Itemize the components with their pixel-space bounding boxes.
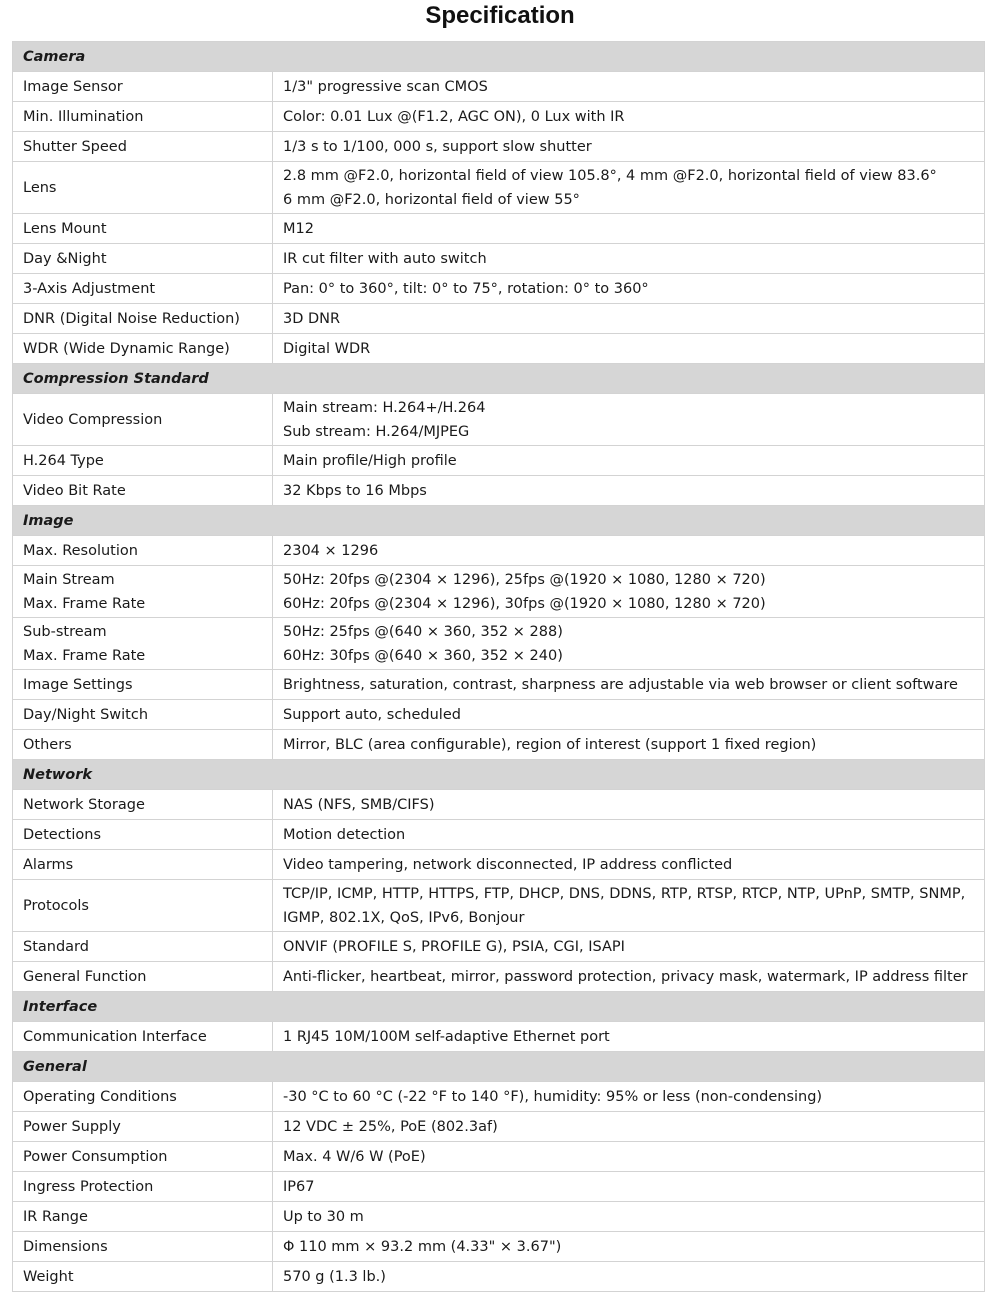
spec-value xyxy=(273,1112,985,1142)
spec-row xyxy=(13,1202,985,1232)
spec-value-line: Sub stream: H.264/MJPEG xyxy=(283,423,470,440)
spec-value-line: IGMP, 802.1X, QoS, IPv6, Bonjour xyxy=(283,909,525,926)
spec-value-line: Color: 0.01 Lux @(F1.2, AGC ON), 0 Lux with IR xyxy=(283,108,625,125)
spec-row xyxy=(13,274,985,304)
spec-label xyxy=(13,1232,273,1262)
spec-value-line: 60Hz: 20fps @(2304 × 1296), 30fps @(1920 × 1080, 1280 × 720) xyxy=(283,595,766,612)
spec-row xyxy=(13,536,985,566)
spec-value-line: 2.8 mm @F2.0, horizontal field of view 105.8°, 4 mm @F2.0, horizontal field of view 83.6° xyxy=(283,167,937,184)
spec-label-line: Ingress Protection xyxy=(23,1178,154,1195)
spec-row xyxy=(13,1082,985,1112)
spec-row xyxy=(13,730,985,760)
spec-label-line: Others xyxy=(23,736,72,753)
spec-value xyxy=(273,1022,985,1052)
spec-value-line: Support auto, scheduled xyxy=(283,706,461,723)
spec-value xyxy=(273,334,985,364)
spec-value xyxy=(273,274,985,304)
spec-label-line: Image Sensor xyxy=(23,78,123,95)
spec-label xyxy=(13,446,273,476)
section-header-compression-standard xyxy=(13,364,985,394)
spec-value xyxy=(273,1142,985,1172)
spec-row xyxy=(13,214,985,244)
spec-value-line: ONVIF (PROFILE S, PROFILE G), PSIA, CGI, ISAPI xyxy=(283,938,625,955)
spec-value-line: 1/3 s to 1/100, 000 s, support slow shutter xyxy=(283,138,592,155)
spec-label xyxy=(13,1082,273,1112)
page-title: Specification xyxy=(425,2,575,29)
spec-label xyxy=(13,72,273,102)
spec-label-line: Max. Frame Rate xyxy=(23,595,146,612)
spec-row xyxy=(13,880,985,932)
spec-row xyxy=(13,1142,985,1172)
spec-label xyxy=(13,1112,273,1142)
spec-label xyxy=(13,394,273,446)
spec-value-line: TCP/IP, ICMP, HTTP, HTTPS, FTP, DHCP, DNS, DDNS, RTP, RTSP, RTCP, NTP, UPnP, SMTP, SNMP, xyxy=(283,885,966,902)
spec-row xyxy=(13,162,985,214)
spec-row xyxy=(13,1172,985,1202)
specification-table-body xyxy=(13,42,985,1292)
spec-label xyxy=(13,476,273,506)
section-title: Compression Standard xyxy=(13,364,985,394)
spec-value-line: -30 °C to 60 °C (-22 °F to 140 °F), humidity: 95% or less (non-condensing) xyxy=(283,1088,823,1105)
spec-row xyxy=(13,790,985,820)
spec-label-line: Operating Conditions xyxy=(23,1088,177,1105)
spec-value-line: Brightness, saturation, contrast, sharpness are adjustable via web browser or client software xyxy=(283,676,958,693)
spec-label-line: Main Stream xyxy=(23,571,115,588)
spec-label-line: Weight xyxy=(23,1268,74,1285)
spec-row xyxy=(13,670,985,700)
spec-row xyxy=(13,962,985,992)
section-header-network xyxy=(13,760,985,790)
spec-label xyxy=(13,1262,273,1292)
spec-value-line: 50Hz: 20fps @(2304 × 1296), 25fps @(1920 × 1080, 1280 × 720) xyxy=(283,571,766,588)
spec-label-line: H.264 Type xyxy=(23,452,104,469)
spec-value-line: NAS (NFS, SMB/CIFS) xyxy=(283,796,435,813)
spec-row xyxy=(13,1262,985,1292)
spec-label xyxy=(13,334,273,364)
spec-label xyxy=(13,1142,273,1172)
spec-value-line: 6 mm @F2.0, horizontal field of view 55° xyxy=(283,191,580,208)
spec-value xyxy=(273,1202,985,1232)
spec-label xyxy=(13,618,273,670)
spec-value-line: Pan: 0° to 360°, tilt: 0° to 75°, rotation: 0° to 360° xyxy=(283,280,649,297)
spec-label xyxy=(13,932,273,962)
spec-value-line: Up to 30 m xyxy=(283,1208,364,1225)
spec-value-line: 12 VDC ± 25%, PoE (802.3af) xyxy=(283,1118,498,1135)
spec-row xyxy=(13,132,985,162)
spec-row xyxy=(13,476,985,506)
spec-value xyxy=(273,72,985,102)
spec-label-line: Lens Mount xyxy=(23,220,107,237)
spec-value xyxy=(273,932,985,962)
section-header-camera xyxy=(13,42,985,72)
spec-value xyxy=(273,394,985,446)
spec-value xyxy=(273,670,985,700)
spec-label xyxy=(13,1172,273,1202)
spec-label-line: DNR (Digital Noise Reduction) xyxy=(23,310,240,327)
spec-value xyxy=(273,132,985,162)
spec-label xyxy=(13,730,273,760)
spec-label xyxy=(13,566,273,618)
spec-value xyxy=(273,446,985,476)
spec-value xyxy=(273,244,985,274)
spec-value xyxy=(273,214,985,244)
spec-row xyxy=(13,932,985,962)
spec-label-line: WDR (Wide Dynamic Range) xyxy=(23,340,230,357)
spec-label-line: Communication Interface xyxy=(23,1028,207,1045)
spec-label xyxy=(13,536,273,566)
spec-label-line: Video Bit Rate xyxy=(23,482,126,499)
spec-value-line: 60Hz: 30fps @(640 × 360, 352 × 240) xyxy=(283,647,563,664)
spec-label xyxy=(13,962,273,992)
spec-value-line: IR cut filter with auto switch xyxy=(283,250,487,267)
spec-value xyxy=(273,730,985,760)
spec-value xyxy=(273,880,985,932)
spec-label-line: Alarms xyxy=(23,856,74,873)
spec-value-line: Main stream: H.264+/H.264 xyxy=(283,399,486,416)
spec-row xyxy=(13,446,985,476)
spec-value-line: 50Hz: 25fps @(640 × 360, 352 × 288) xyxy=(283,623,563,640)
spec-value xyxy=(273,304,985,334)
spec-label-line: Shutter Speed xyxy=(23,138,127,155)
spec-value xyxy=(273,566,985,618)
spec-row xyxy=(13,566,985,618)
spec-label-line: Day &Night xyxy=(23,250,107,267)
spec-label-line: Protocols xyxy=(23,897,89,914)
spec-row xyxy=(13,394,985,446)
spec-row xyxy=(13,820,985,850)
spec-value-line: 2304 × 1296 xyxy=(283,542,379,559)
spec-value xyxy=(273,820,985,850)
spec-label-line: Power Supply xyxy=(23,1118,121,1135)
spec-value-line: 1/3" progressive scan CMOS xyxy=(283,78,488,95)
section-title: General xyxy=(13,1052,985,1082)
spec-value-line: Mirror, BLC (area configurable), region of interest (support 1 fixed region) xyxy=(283,736,817,753)
spec-value xyxy=(273,1172,985,1202)
spec-value xyxy=(273,1262,985,1292)
spec-label xyxy=(13,880,273,932)
spec-label xyxy=(13,214,273,244)
spec-label xyxy=(13,132,273,162)
spec-value-line: M12 xyxy=(283,220,314,237)
spec-value-line: Φ 110 mm × 93.2 mm (4.33" × 3.67") xyxy=(283,1238,562,1255)
spec-label-line: IR Range xyxy=(23,1208,88,1225)
spec-label-line: Power Consumption xyxy=(23,1148,168,1165)
spec-label-line: Dimensions xyxy=(23,1238,108,1255)
spec-value-line: Max. 4 W/6 W (PoE) xyxy=(283,1148,426,1165)
spec-value xyxy=(273,700,985,730)
spec-row xyxy=(13,1232,985,1262)
spec-label xyxy=(13,1022,273,1052)
spec-value xyxy=(273,790,985,820)
spec-label xyxy=(13,850,273,880)
spec-value-line: 1 RJ45 10M/100M self-adaptive Ethernet port xyxy=(283,1028,610,1045)
spec-value xyxy=(273,536,985,566)
section-title: Image xyxy=(13,506,985,536)
spec-label-line: Min. Illumination xyxy=(23,108,144,125)
spec-value-line: 32 Kbps to 16 Mbps xyxy=(283,482,427,499)
spec-value xyxy=(273,850,985,880)
spec-value xyxy=(273,162,985,214)
spec-label-line: Standard xyxy=(23,938,89,955)
spec-label-line: Lens xyxy=(23,179,57,196)
spec-row xyxy=(13,304,985,334)
spec-label xyxy=(13,244,273,274)
spec-value xyxy=(273,476,985,506)
spec-label-line: General Function xyxy=(23,968,147,985)
spec-label xyxy=(13,670,273,700)
spec-value xyxy=(273,618,985,670)
spec-row xyxy=(13,618,985,670)
spec-row xyxy=(13,72,985,102)
spec-label-line: Video Compression xyxy=(23,411,163,428)
spec-value xyxy=(273,102,985,132)
spec-row xyxy=(13,334,985,364)
spec-label xyxy=(13,790,273,820)
specification-table xyxy=(12,41,985,1292)
spec-label-line: Max. Frame Rate xyxy=(23,647,146,664)
spec-value-line: Anti-flicker, heartbeat, mirror, password protection, privacy mask, watermark, IP address filter xyxy=(283,968,968,985)
spec-label-line: Image Settings xyxy=(23,676,133,693)
spec-row xyxy=(13,102,985,132)
section-title: Camera xyxy=(13,42,985,72)
spec-value-line: Digital WDR xyxy=(283,340,371,357)
spec-label xyxy=(13,700,273,730)
section-header-interface xyxy=(13,992,985,1022)
spec-label xyxy=(13,304,273,334)
spec-label xyxy=(13,162,273,214)
section-title: Interface xyxy=(13,992,985,1022)
spec-label-line: Detections xyxy=(23,826,101,843)
spec-row xyxy=(13,1022,985,1052)
spec-label-line: Max. Resolution xyxy=(23,542,138,559)
spec-label-line: Day/Night Switch xyxy=(23,706,149,723)
spec-label xyxy=(13,102,273,132)
spec-label-line: 3-Axis Adjustment xyxy=(23,280,156,297)
spec-value-line: 570 g (1.3 lb.) xyxy=(283,1268,386,1285)
spec-value-line: Video tampering, network disconnected, IP address conflicted xyxy=(283,856,733,873)
spec-label xyxy=(13,274,273,304)
spec-label xyxy=(13,820,273,850)
spec-value xyxy=(273,1232,985,1262)
spec-value-line: Main profile/High profile xyxy=(283,452,457,469)
spec-row xyxy=(13,1112,985,1142)
spec-value xyxy=(273,962,985,992)
section-title: Network xyxy=(13,760,985,790)
spec-label xyxy=(13,1202,273,1232)
spec-value-line: IP67 xyxy=(283,1178,315,1195)
spec-value-line: Motion detection xyxy=(283,826,406,843)
spec-row xyxy=(13,244,985,274)
spec-value xyxy=(273,1082,985,1112)
spec-value-line: 3D DNR xyxy=(283,310,341,327)
section-header-image xyxy=(13,506,985,536)
spec-row xyxy=(13,700,985,730)
section-header-general xyxy=(13,1052,985,1082)
spec-label-line: Sub-stream xyxy=(23,623,107,640)
spec-label-line: Network Storage xyxy=(23,796,145,813)
spec-row xyxy=(13,850,985,880)
